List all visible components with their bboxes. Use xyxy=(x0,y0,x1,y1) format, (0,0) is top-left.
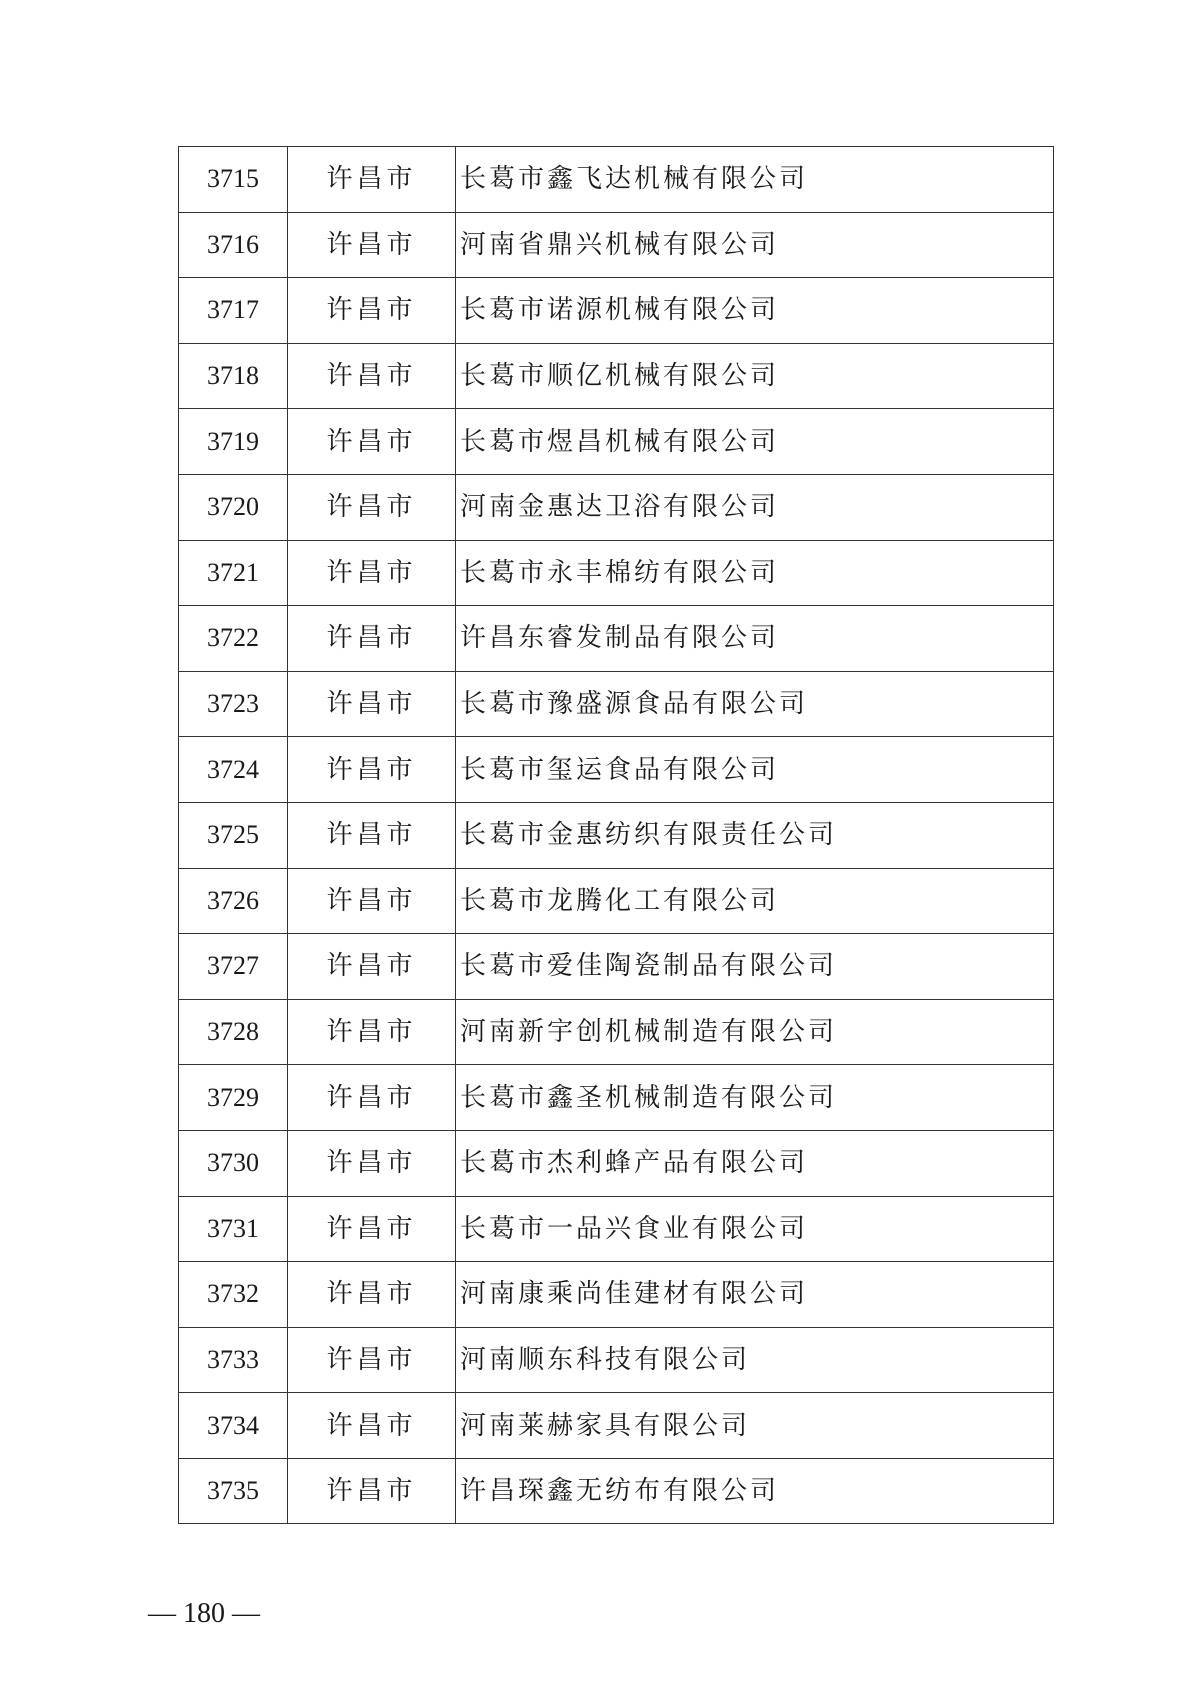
city-cell: 许昌市 xyxy=(288,1458,456,1524)
table-row xyxy=(179,1393,1054,1459)
city-cell: 许昌市 xyxy=(288,737,456,803)
company-name-cell: 长葛市金惠纺织有限责任公司 xyxy=(456,802,1054,868)
city-cell: 许昌市 xyxy=(288,1196,456,1262)
company-list-table xyxy=(178,146,1054,1524)
company-name-cell: 长葛市诺源机械有限公司 xyxy=(456,278,1054,344)
row-number-cell: 3729 xyxy=(179,1065,288,1131)
city-cell: 许昌市 xyxy=(288,1130,456,1196)
city-cell: 许昌市 xyxy=(288,802,456,868)
company-name-cell: 河南新宇创机械制造有限公司 xyxy=(456,999,1054,1065)
table-row xyxy=(179,1262,1054,1328)
table-row xyxy=(179,147,1054,213)
row-number-cell: 3721 xyxy=(179,540,288,606)
company-name-cell: 河南省鼎兴机械有限公司 xyxy=(456,212,1054,278)
company-name-cell: 许昌东睿发制品有限公司 xyxy=(456,606,1054,672)
table-row xyxy=(179,1458,1054,1524)
city-cell: 许昌市 xyxy=(288,147,456,213)
company-name-cell: 长葛市爱佳陶瓷制品有限公司 xyxy=(456,934,1054,1000)
city-cell: 许昌市 xyxy=(288,1065,456,1131)
row-number-cell: 3716 xyxy=(179,212,288,278)
company-name-cell: 河南莱赫家具有限公司 xyxy=(456,1393,1054,1459)
company-name-cell: 长葛市鑫圣机械制造有限公司 xyxy=(456,1065,1054,1131)
company-name-cell: 长葛市顺亿机械有限公司 xyxy=(456,343,1054,409)
table-row xyxy=(179,1130,1054,1196)
city-cell: 许昌市 xyxy=(288,540,456,606)
table-row xyxy=(179,737,1054,803)
city-cell: 许昌市 xyxy=(288,671,456,737)
city-cell: 许昌市 xyxy=(288,1327,456,1393)
table-row xyxy=(179,1327,1054,1393)
table-row xyxy=(179,540,1054,606)
row-number-cell: 3728 xyxy=(179,999,288,1065)
row-number-cell: 3722 xyxy=(179,606,288,672)
table-row xyxy=(179,802,1054,868)
row-number-cell: 3718 xyxy=(179,343,288,409)
row-number-cell: 3727 xyxy=(179,934,288,1000)
row-number-cell: 3732 xyxy=(179,1262,288,1328)
row-number-cell: 3726 xyxy=(179,868,288,934)
city-cell: 许昌市 xyxy=(288,868,456,934)
city-cell: 许昌市 xyxy=(288,606,456,672)
row-number-cell: 3731 xyxy=(179,1196,288,1262)
company-name-cell: 许昌琛鑫无纺布有限公司 xyxy=(456,1458,1054,1524)
city-cell: 许昌市 xyxy=(288,1393,456,1459)
table-row xyxy=(179,278,1054,344)
row-number-cell: 3717 xyxy=(179,278,288,344)
row-number-cell: 3723 xyxy=(179,671,288,737)
company-name-cell: 长葛市鑫飞达机械有限公司 xyxy=(456,147,1054,213)
company-name-cell: 河南金惠达卫浴有限公司 xyxy=(456,474,1054,540)
table-row xyxy=(179,999,1054,1065)
table-row xyxy=(179,343,1054,409)
city-cell: 许昌市 xyxy=(288,409,456,475)
table-row xyxy=(179,671,1054,737)
row-number-cell: 3735 xyxy=(179,1458,288,1524)
company-name-cell: 长葛市玺运食品有限公司 xyxy=(456,737,1054,803)
company-name-cell: 长葛市豫盛源食品有限公司 xyxy=(456,671,1054,737)
company-name-cell: 河南顺东科技有限公司 xyxy=(456,1327,1054,1393)
table-row xyxy=(179,1196,1054,1262)
table-row xyxy=(179,1065,1054,1131)
city-cell: 许昌市 xyxy=(288,1262,456,1328)
row-number-cell: 3730 xyxy=(179,1130,288,1196)
row-number-cell: 3724 xyxy=(179,737,288,803)
table-row xyxy=(179,868,1054,934)
city-cell: 许昌市 xyxy=(288,278,456,344)
row-number-cell: 3725 xyxy=(179,802,288,868)
table-row xyxy=(179,474,1054,540)
table-row xyxy=(179,606,1054,672)
row-number-cell: 3719 xyxy=(179,409,288,475)
page-number: — 180 — xyxy=(148,1598,260,1629)
city-cell: 许昌市 xyxy=(288,212,456,278)
company-name-cell: 长葛市杰利蜂产品有限公司 xyxy=(456,1130,1054,1196)
row-number-cell: 3720 xyxy=(179,474,288,540)
company-name-cell: 长葛市永丰棉纺有限公司 xyxy=(456,540,1054,606)
table-row xyxy=(179,934,1054,1000)
table-body xyxy=(179,147,1054,1524)
city-cell: 许昌市 xyxy=(288,934,456,1000)
row-number-cell: 3733 xyxy=(179,1327,288,1393)
table-row xyxy=(179,212,1054,278)
table-row xyxy=(179,409,1054,475)
row-number-cell: 3734 xyxy=(179,1393,288,1459)
company-name-cell: 河南康乘尚佳建材有限公司 xyxy=(456,1262,1054,1328)
city-cell: 许昌市 xyxy=(288,343,456,409)
row-number-cell: 3715 xyxy=(179,147,288,213)
city-cell: 许昌市 xyxy=(288,999,456,1065)
company-name-cell: 长葛市一品兴食业有限公司 xyxy=(456,1196,1054,1262)
company-name-cell: 长葛市龙腾化工有限公司 xyxy=(456,868,1054,934)
city-cell: 许昌市 xyxy=(288,474,456,540)
company-name-cell: 长葛市煜昌机械有限公司 xyxy=(456,409,1054,475)
